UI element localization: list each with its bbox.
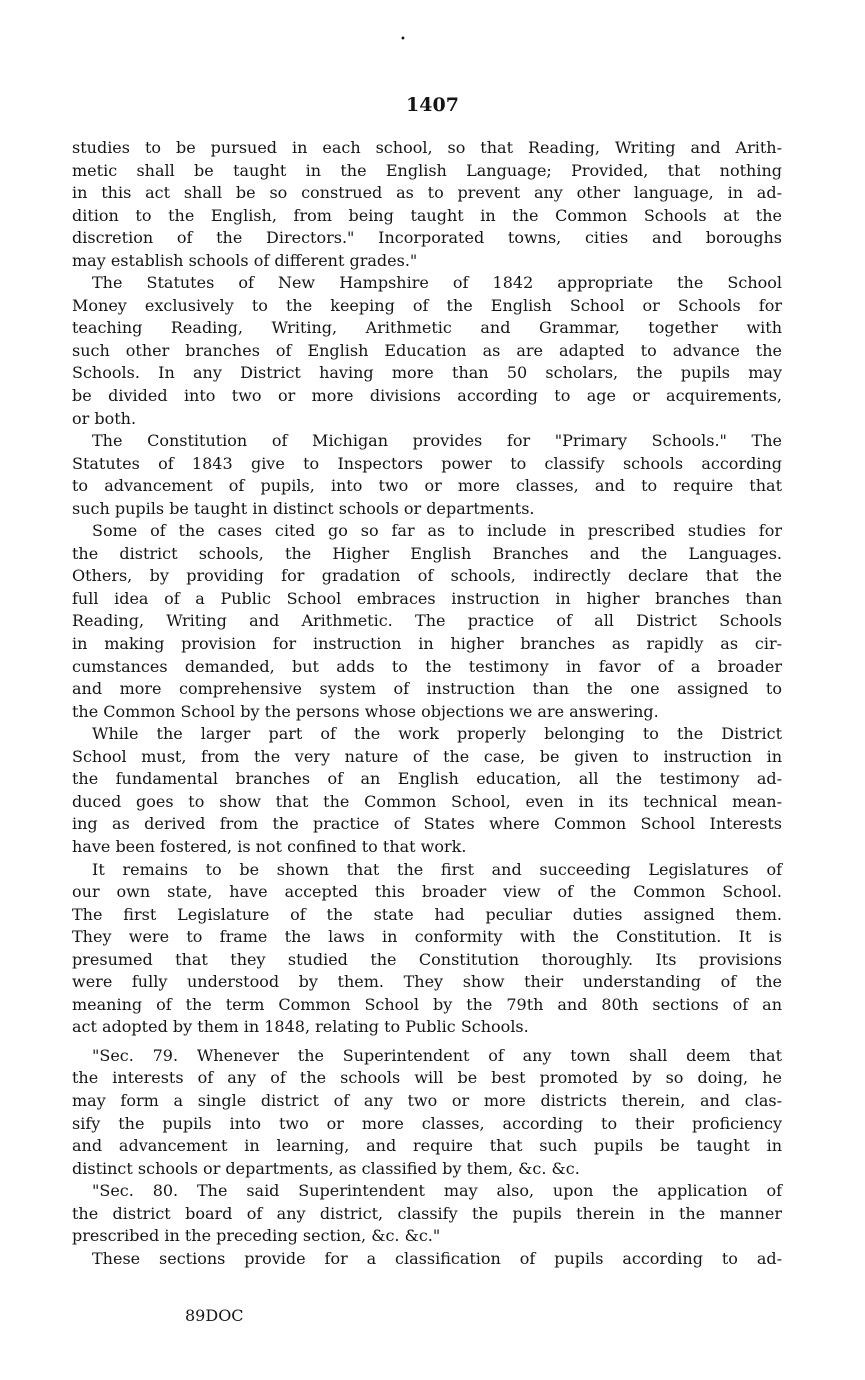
- text-line: Statutes of 1843 give to Inspectors power to classify schools according: [72, 453, 782, 473]
- text-line: The Statutes of New Hampshire of 1842 appropriate the School: [92, 273, 782, 293]
- page-number: 1407: [406, 94, 459, 116]
- text-line: and more comprehensive system of instruction than the one assigned to: [72, 679, 782, 699]
- text-line: sify the pupils into two or more classes, according to their proficiency: [72, 1113, 782, 1133]
- text-line: Reading, Writing and Arithmetic. The practice of all District Schools: [72, 611, 782, 631]
- text-line: They were to frame the laws in conformity with the Constitution. It is: [72, 927, 782, 947]
- text-line: meaning of the term Common School by the 79th and 80th sections of an: [72, 994, 782, 1014]
- text-line: the interests of any of the schools will be best promoted by so doing, he: [72, 1068, 782, 1088]
- text-line: prescribed in the preceding section, &c. &c.": [72, 1226, 441, 1246]
- paragraph: [72, 520, 782, 723]
- text-line: were fully understood by them. They show their understanding of the: [72, 972, 782, 992]
- paragraph: [72, 723, 782, 858]
- text-line: full idea of a Public School embraces instruction in higher branches than: [72, 588, 782, 608]
- text-line: studies to be pursued in each school, so that Reading, Writing and Arith-: [72, 138, 782, 157]
- text-line: the Common School by the persons whose objections we are answering.: [72, 701, 659, 721]
- signature-mark: 89DOC: [185, 1306, 244, 1325]
- text-line: the district board of any district, classify the pupils therein in the manner: [72, 1203, 782, 1223]
- body-text: [72, 137, 782, 1270]
- text-line: The first Legislature of the state had peculiar duties assigned them.: [72, 904, 782, 924]
- text-line: Some of the cases cited go so far as to include in prescribed studies for: [92, 521, 782, 541]
- text-line: School must, from the very nature of the case, be given to instruction in: [72, 746, 782, 766]
- text-line: duced goes to show that the Common School, even in its technical mean-: [72, 791, 782, 811]
- text-line: Schools. In any District having more than 50 scholars, the pupils may: [72, 363, 782, 383]
- text-line: the district schools, the Higher English Branches and the Languages.: [72, 543, 782, 563]
- text-line: Others, by providing for gradation of schools, indirectly declare that the: [72, 566, 782, 586]
- text-line: "Sec. 79. Whenever the Superintendent of any town shall deem that: [92, 1045, 782, 1065]
- text-line: dition to the English, from being taught in the Common Schools at the: [72, 205, 782, 225]
- text-line: cumstances demanded, but adds to the testimony in favor of a broader: [72, 656, 782, 676]
- text-line: It remains to be shown that the first and succeeding Legislatures of: [92, 859, 782, 879]
- text-line: or both.: [72, 408, 137, 428]
- text-line: to advancement of pupils, into two or more classes, and to require that: [72, 476, 782, 496]
- text-line: "Sec. 80. The said Superintendent may also, upon the application of: [92, 1181, 782, 1201]
- text-line: presumed that they studied the Constitution thoroughly. Its provisions: [72, 949, 782, 969]
- text-line: Money exclusively to the keeping of the English School or Schools for: [72, 295, 782, 315]
- text-line: ing as derived from the practice of States where Common School Interests: [72, 814, 782, 834]
- paragraph: [72, 1045, 782, 1180]
- text-line: and advancement in learning, and require that such pupils be taught in: [72, 1136, 782, 1156]
- paragraph: [72, 430, 782, 520]
- text-line: be divided into two or more divisions according to age or acquirements,: [72, 386, 782, 406]
- text-line: may establish schools of different grades.": [72, 250, 418, 270]
- text-line: in this act shall be so construed as to prevent any other language, in ad-: [72, 183, 782, 203]
- top-mark: •: [400, 34, 406, 45]
- text-line: act adopted by them in 1848, relating to Public Schools.: [72, 1017, 529, 1037]
- text-line: The Constitution of Michigan provides for "Primary Schools." The: [92, 431, 782, 451]
- text-line: metic shall be taught in the English Language; Provided, that nothing: [72, 160, 782, 180]
- text-line: in making provision for instruction in higher branches as rapidly as cir-: [72, 634, 782, 654]
- text-line: have been fostered, is not confined to that work.: [72, 836, 467, 856]
- paragraph: [72, 1248, 782, 1271]
- paragraph: [72, 272, 782, 430]
- text-line: teaching Reading, Writing, Arithmetic and Grammar, together with: [72, 318, 782, 338]
- text-line: such other branches of English Education as are adapted to advance the: [72, 340, 782, 360]
- paragraph: [72, 859, 782, 1039]
- text-line: the fundamental branches of an English education, all the testimony ad-: [72, 769, 782, 789]
- text-line: These sections provide for a classification of pupils according to ad-: [92, 1248, 782, 1268]
- text-line: may form a single district of any two or more districts therein, and clas-: [72, 1090, 782, 1110]
- text-line: such pupils be taught in distinct schools or departments.: [72, 498, 535, 518]
- text-line: While the larger part of the work properly belonging to the District: [92, 724, 782, 744]
- text-line: our own state, have accepted this broader view of the Common School.: [72, 882, 782, 902]
- text-line: discretion of the Directors." Incorporated towns, cities and boroughs: [72, 228, 782, 248]
- text-line: distinct schools or departments, as classified by them, &c. &c.: [72, 1158, 580, 1178]
- paragraph: [72, 1180, 782, 1248]
- paragraph: [72, 137, 782, 272]
